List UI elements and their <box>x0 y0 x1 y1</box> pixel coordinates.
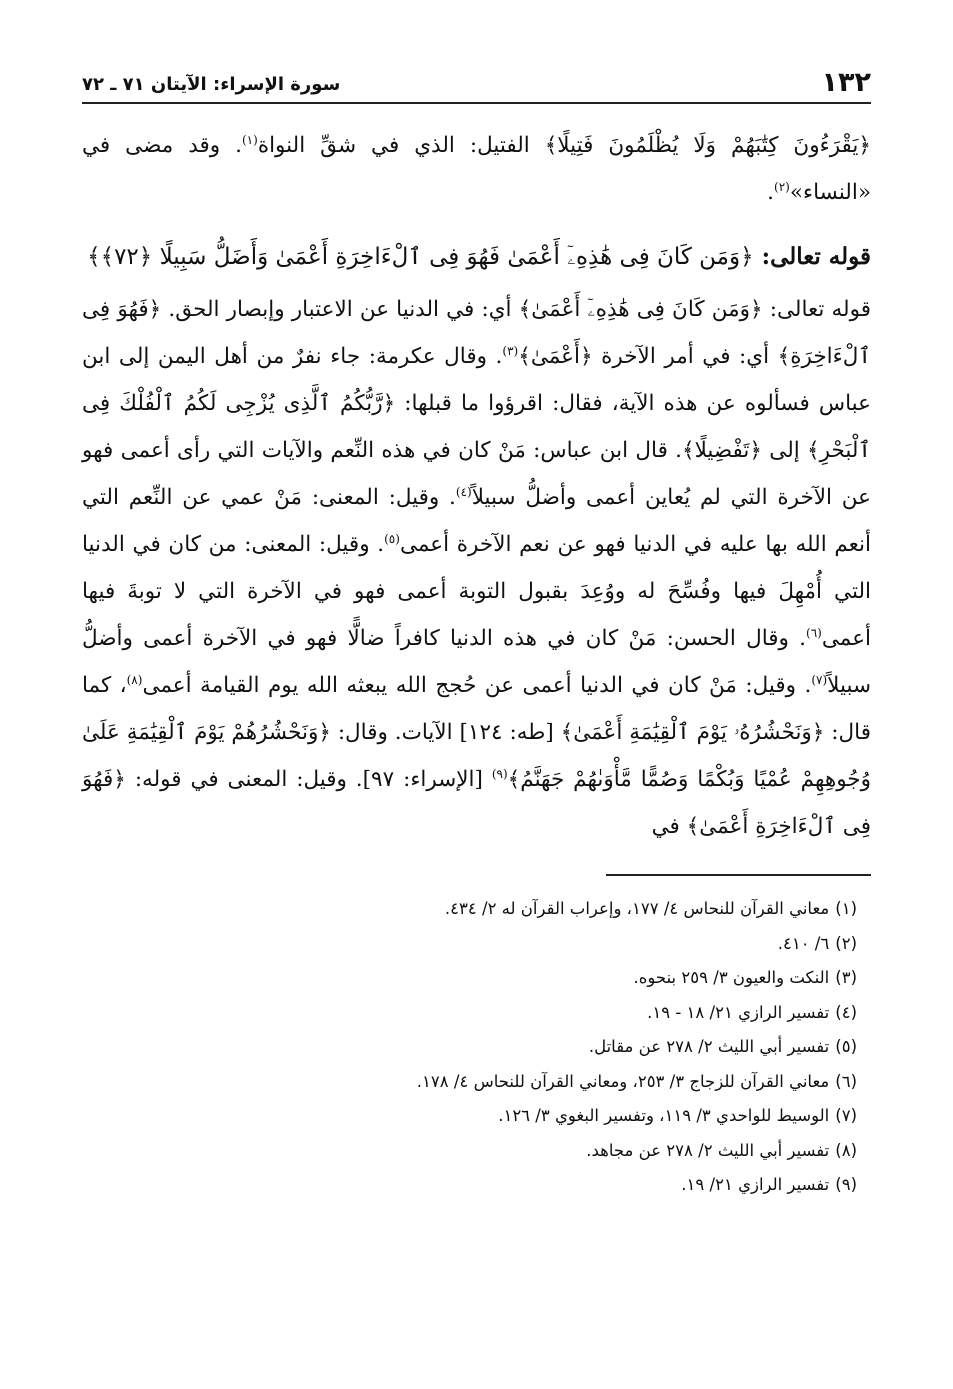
paragraph-1 <box>82 122 871 216</box>
footnote-ref-7[interactable]: (٧) <box>811 672 828 687</box>
footnote-text: الوسيط للواحدي ٣/ ١١٩، وتفسير البغوي ٣/ ١٢٦. <box>498 1106 830 1125</box>
paragraph-2-text-d: . وقيل: المعنى: من كان في الدنيا التي أُمْهِلَ فيها وفُسِّحَ له ووُعِدَ بقبول التوبة أعمى فهو في الآخرة التي لا توبةَ فيها أعمى <box>82 532 871 651</box>
footnote-ref-5[interactable]: (٥) <box>384 531 400 546</box>
paragraph-2-text-g: ، كما قال: ﴿وَنَحْشُرُهُۥ يَوْمَ ٱلْقِيَٰمَةِ أَعْمَىٰ﴾ [طه: ١٢٤] الآيات. وقال: ﴿وَنَحْشُرُهُمْ يَوْمَ ٱلْقِيَٰمَةِ عَلَىٰ وُجُوهِهِمْ عُمْيًا وَبُكْمًا وَصُمًّا مَّأْوَىٰهُمْ جَهَنَّمُ﴾ <box>82 673 871 792</box>
main-text <box>82 122 871 850</box>
footnote-number: (٥) <box>835 1037 857 1056</box>
footnote-ref-8[interactable]: (٨) <box>126 672 143 687</box>
verse-text: ﴿وَمَن كَانَ فِى هَٰذِهِۦٓ أَعْمَىٰ فَهُوَ فِى ٱلْءَاخِرَةِ أَعْمَىٰ وَأَضَلُّ سَبِيلًا ﴿٧٢﴾﴾ <box>87 244 754 270</box>
footnote-ref-1[interactable]: (١) <box>241 132 258 147</box>
footnote-number: (٩) <box>835 1175 857 1194</box>
footnote-ref-6[interactable]: (٦) <box>806 625 822 640</box>
footnote-text: معاني القرآن للزجاج ٣/ ٢٥٣، ومعاني القرآن للنحاس ٤/ ١٧٨. <box>416 1071 830 1091</box>
footnote-text: ٦/ ٤١٠. <box>777 933 830 953</box>
paragraph-2-text-e: . وقال الحسن: مَنْ كان في هذه الدنيا كافراً ضالًّا فهو في الآخرة أعمى وأضلُّ سبيلاً <box>82 626 871 698</box>
running-title: سورة الإسراء: الآيتان ٧١ ـ ٧٢ <box>82 74 341 95</box>
footnote-number: (٦) <box>835 1071 857 1091</box>
paragraph-2-text-b: . وقال عكرمة: جاء نفرٌ من أهل اليمن إلى ابن عباس فسألوه عن هذه الآية، فقال: اقرؤوا ما قبلها: ﴿رَّبُّكُمُ ٱلَّذِى يُزْجِى لَكُمُ ٱلْفُلْكَ فِى ٱلْبَحْرِ﴾ إلى ﴿تَفْضِيلًا﴾. قال ابن عباس: مَنْ كان في هذه النِّعم والآيات التي رأى أعمى فهو عن الآخرة التي لم يُعاين أعمى وأضلُّ سبيلاً <box>82 344 871 510</box>
footnote-item <box>82 892 857 927</box>
running-header <box>82 62 871 104</box>
paragraph-1-text-c: . <box>767 180 774 205</box>
paragraph-2-text-a: قوله تعالى: ﴿وَمَن كَانَ فِى هَٰذِهِۦٓ أَعْمَىٰ﴾ أي: في الدنيا عن الاعتبار وإبصار الحق. ﴿فَهُوَ فِى ٱلْءَاخِرَةِ﴾ أي: في أمر الآخرة ﴿أَعْمَىٰ﴾ <box>82 297 871 369</box>
paragraph-1-text-a: ﴿يَقْرَءُونَ كِتَٰبَهُمْ وَلَا يُظْلَمُونَ فَتِيلًا﴾ الفتيل: الذي في شقِّ النواة <box>257 133 872 158</box>
paragraph-1-text-b: . وقد مضى في «النساء» <box>82 133 871 205</box>
verse-heading <box>82 234 871 280</box>
footnote-ref-4[interactable]: (٤) <box>455 484 472 499</box>
footnote-number: (٧) <box>835 1106 857 1125</box>
verse-label: قوله تعالى: <box>761 243 871 270</box>
footnote-item <box>82 1030 857 1065</box>
paragraph-2-text-f: . وقيل: مَنْ كان في الدنيا أعمى عن حُجج الله يبعثه الله يوم القيامة أعمى <box>142 673 812 698</box>
footnote-ref-2[interactable]: (٢) <box>774 179 790 194</box>
footnote-item <box>82 961 857 996</box>
footnote-text: تفسير أبي الليث ٢/ ٢٧٨ عن مجاهد. <box>586 1140 830 1160</box>
footnote-ref-3[interactable]: (٣) <box>502 343 519 358</box>
footnote-item <box>82 927 857 962</box>
footnotes-list <box>82 892 871 1203</box>
footnote-item <box>82 1099 857 1134</box>
footnote-number: (٨) <box>835 1140 857 1160</box>
footnote-separator <box>606 874 871 876</box>
footnote-text: النكت والعيون ٣/ ٢٥٩ بنحوه. <box>633 968 830 987</box>
footnote-text: تفسير الرازي ٢١/ ١٨ - ١٩. <box>647 1002 830 1022</box>
footnote-number: (٣) <box>835 968 857 987</box>
footnote-text: تفسير أبي الليث ٢/ ٢٧٨ عن مقاتل. <box>588 1037 830 1056</box>
footnote-number: (٤) <box>835 1002 857 1022</box>
footnote-item <box>82 1065 857 1100</box>
paragraph-2 <box>82 286 871 850</box>
paragraph-2-text-h: [الإسراء: ٩٧]. وقيل: المعنى في قوله: ﴿فَهُوَ فِى ٱلْءَاخِرَةِ أَعْمَىٰ﴾ في <box>82 767 871 839</box>
footnote-item <box>82 1134 857 1169</box>
footnote-number: (١) <box>835 899 857 918</box>
footnote-item <box>82 996 857 1031</box>
footnote-text: معاني القرآن للنحاس ٤/ ١٧٧، وإعراب القرآن له ٢/ ٤٣٤. <box>444 899 830 918</box>
footnote-ref-9[interactable]: (٩) <box>491 766 508 781</box>
footnote-item <box>82 1168 857 1203</box>
page-number: ١٣٢ <box>821 67 871 98</box>
footnote-number: (٢) <box>835 933 857 953</box>
paragraph-2-text-c: . وقيل: المعنى: مَنْ عمي عن النِّعم التي أنعم الله بها عليه في الدنيا فهو عن نعم الآخرة أعمى <box>82 485 872 557</box>
footnote-text: تفسير الرازي ٢١/ ١٩. <box>681 1175 830 1194</box>
